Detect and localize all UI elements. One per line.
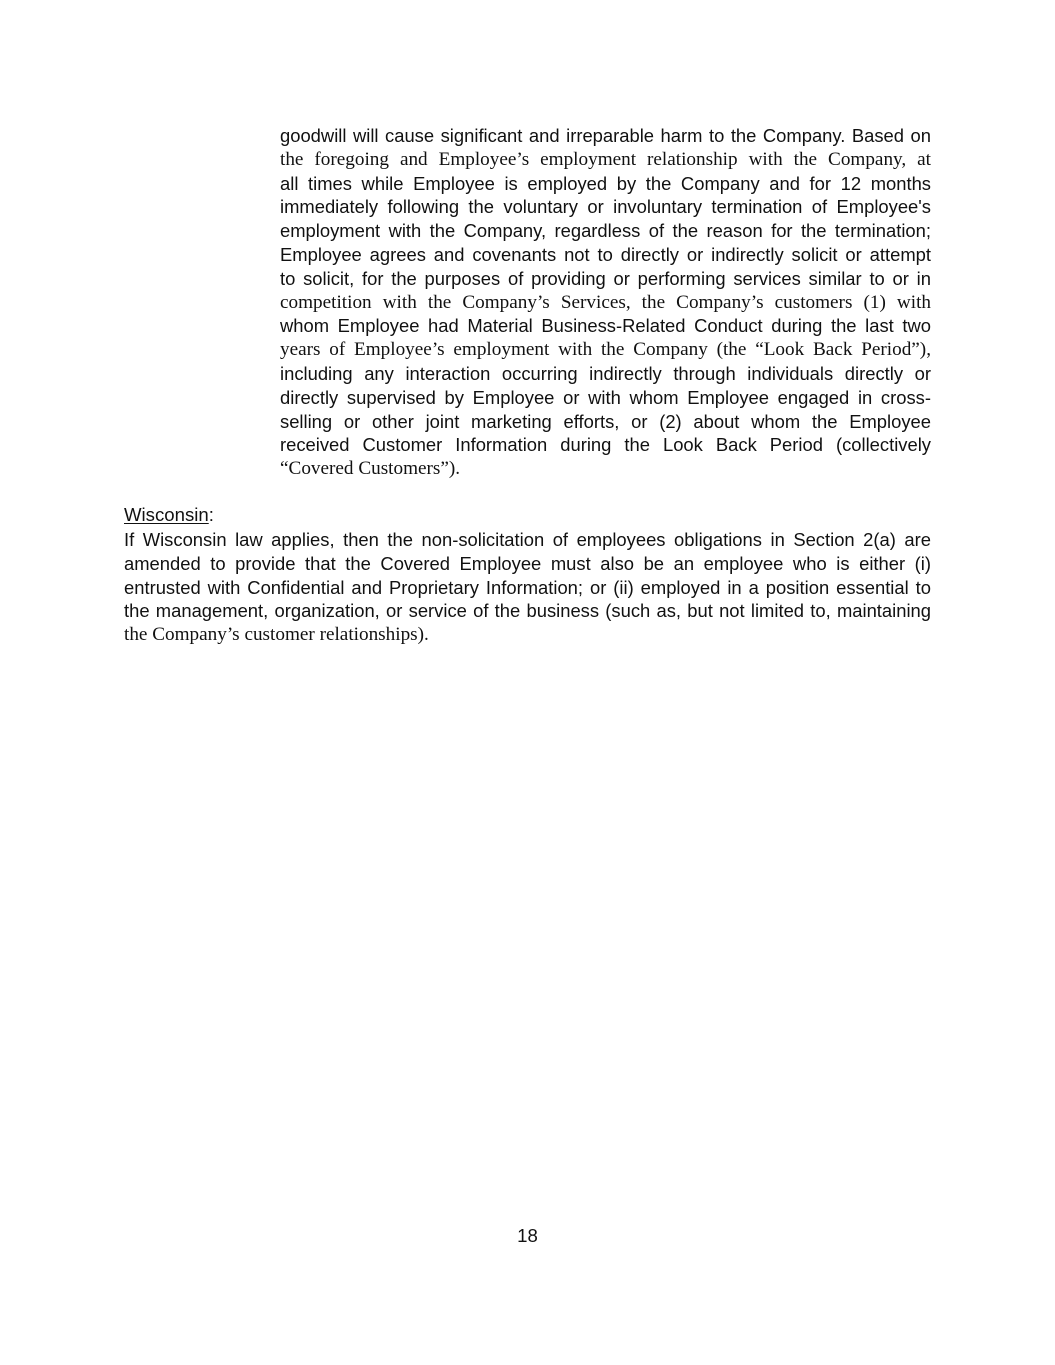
- section-line: the management, organization, or service of the business (such as, but not limited to, maintaining: [124, 600, 931, 622]
- paragraph-line: years of Employee’s employment with the Company (the “Look Back Period”),: [280, 339, 931, 361]
- paragraph-line: whom Employee had Material Business-Related Conduct during the last two: [280, 315, 931, 337]
- paragraph-line: received Customer Information during the Look Back Period (collectively: [280, 434, 931, 456]
- section-line: the Company’s customer relationships).: [124, 624, 429, 646]
- paragraph-line: including any interaction occurring indirectly through individuals directly or: [280, 362, 931, 384]
- section-heading-title: Wisconsin: [124, 504, 209, 525]
- paragraph-line: the foregoing and Employee’s employment relationship with the Company, at: [280, 148, 931, 170]
- section-line: If Wisconsin law applies, then the non-solicitation of employees obligations in Section 2(a) are: [124, 529, 931, 550]
- paragraph-line: selling or other joint marketing efforts, or (2) about whom the Employee: [280, 410, 931, 432]
- section-heading-colon: :: [208, 504, 214, 525]
- paragraph-line: Employee agrees and covenants not to directly or indirectly solicit or attempt: [280, 243, 931, 265]
- paragraph-line: goodwill will cause significant and irreparable harm to the Company. Based on: [280, 125, 931, 146]
- section-line: amended to provide that the Covered Employee must also be an employee who is either (i): [124, 552, 931, 574]
- paragraph-line: “Covered Customers”).: [280, 458, 461, 480]
- page-number: 18: [517, 1225, 538, 1246]
- paragraph-line: directly supervised by Employee or with whom Employee engaged in cross-: [280, 386, 931, 408]
- paragraph-line: all times while Employee is employed by the Company and for 12 months: [280, 172, 931, 194]
- paragraph-line: immediately following the voluntary or involuntary termination of Employee's: [280, 196, 931, 218]
- wisconsin-section: [124, 503, 931, 647]
- paragraph-line: to solicit, for the purposes of providing or performing services similar to or in: [280, 267, 931, 289]
- paragraph-line: employment with the Company, regardless of the reason for the termination;: [280, 220, 931, 242]
- continued-paragraph: [280, 124, 931, 481]
- section-body: [124, 528, 931, 647]
- section-heading: [124, 503, 931, 527]
- paragraph-line: competition with the Company’s Services, the Company’s customers (1) with: [280, 291, 931, 313]
- section-line: entrusted with Confidential and Proprietary Information; or (ii) employed in a position essential to: [124, 576, 931, 598]
